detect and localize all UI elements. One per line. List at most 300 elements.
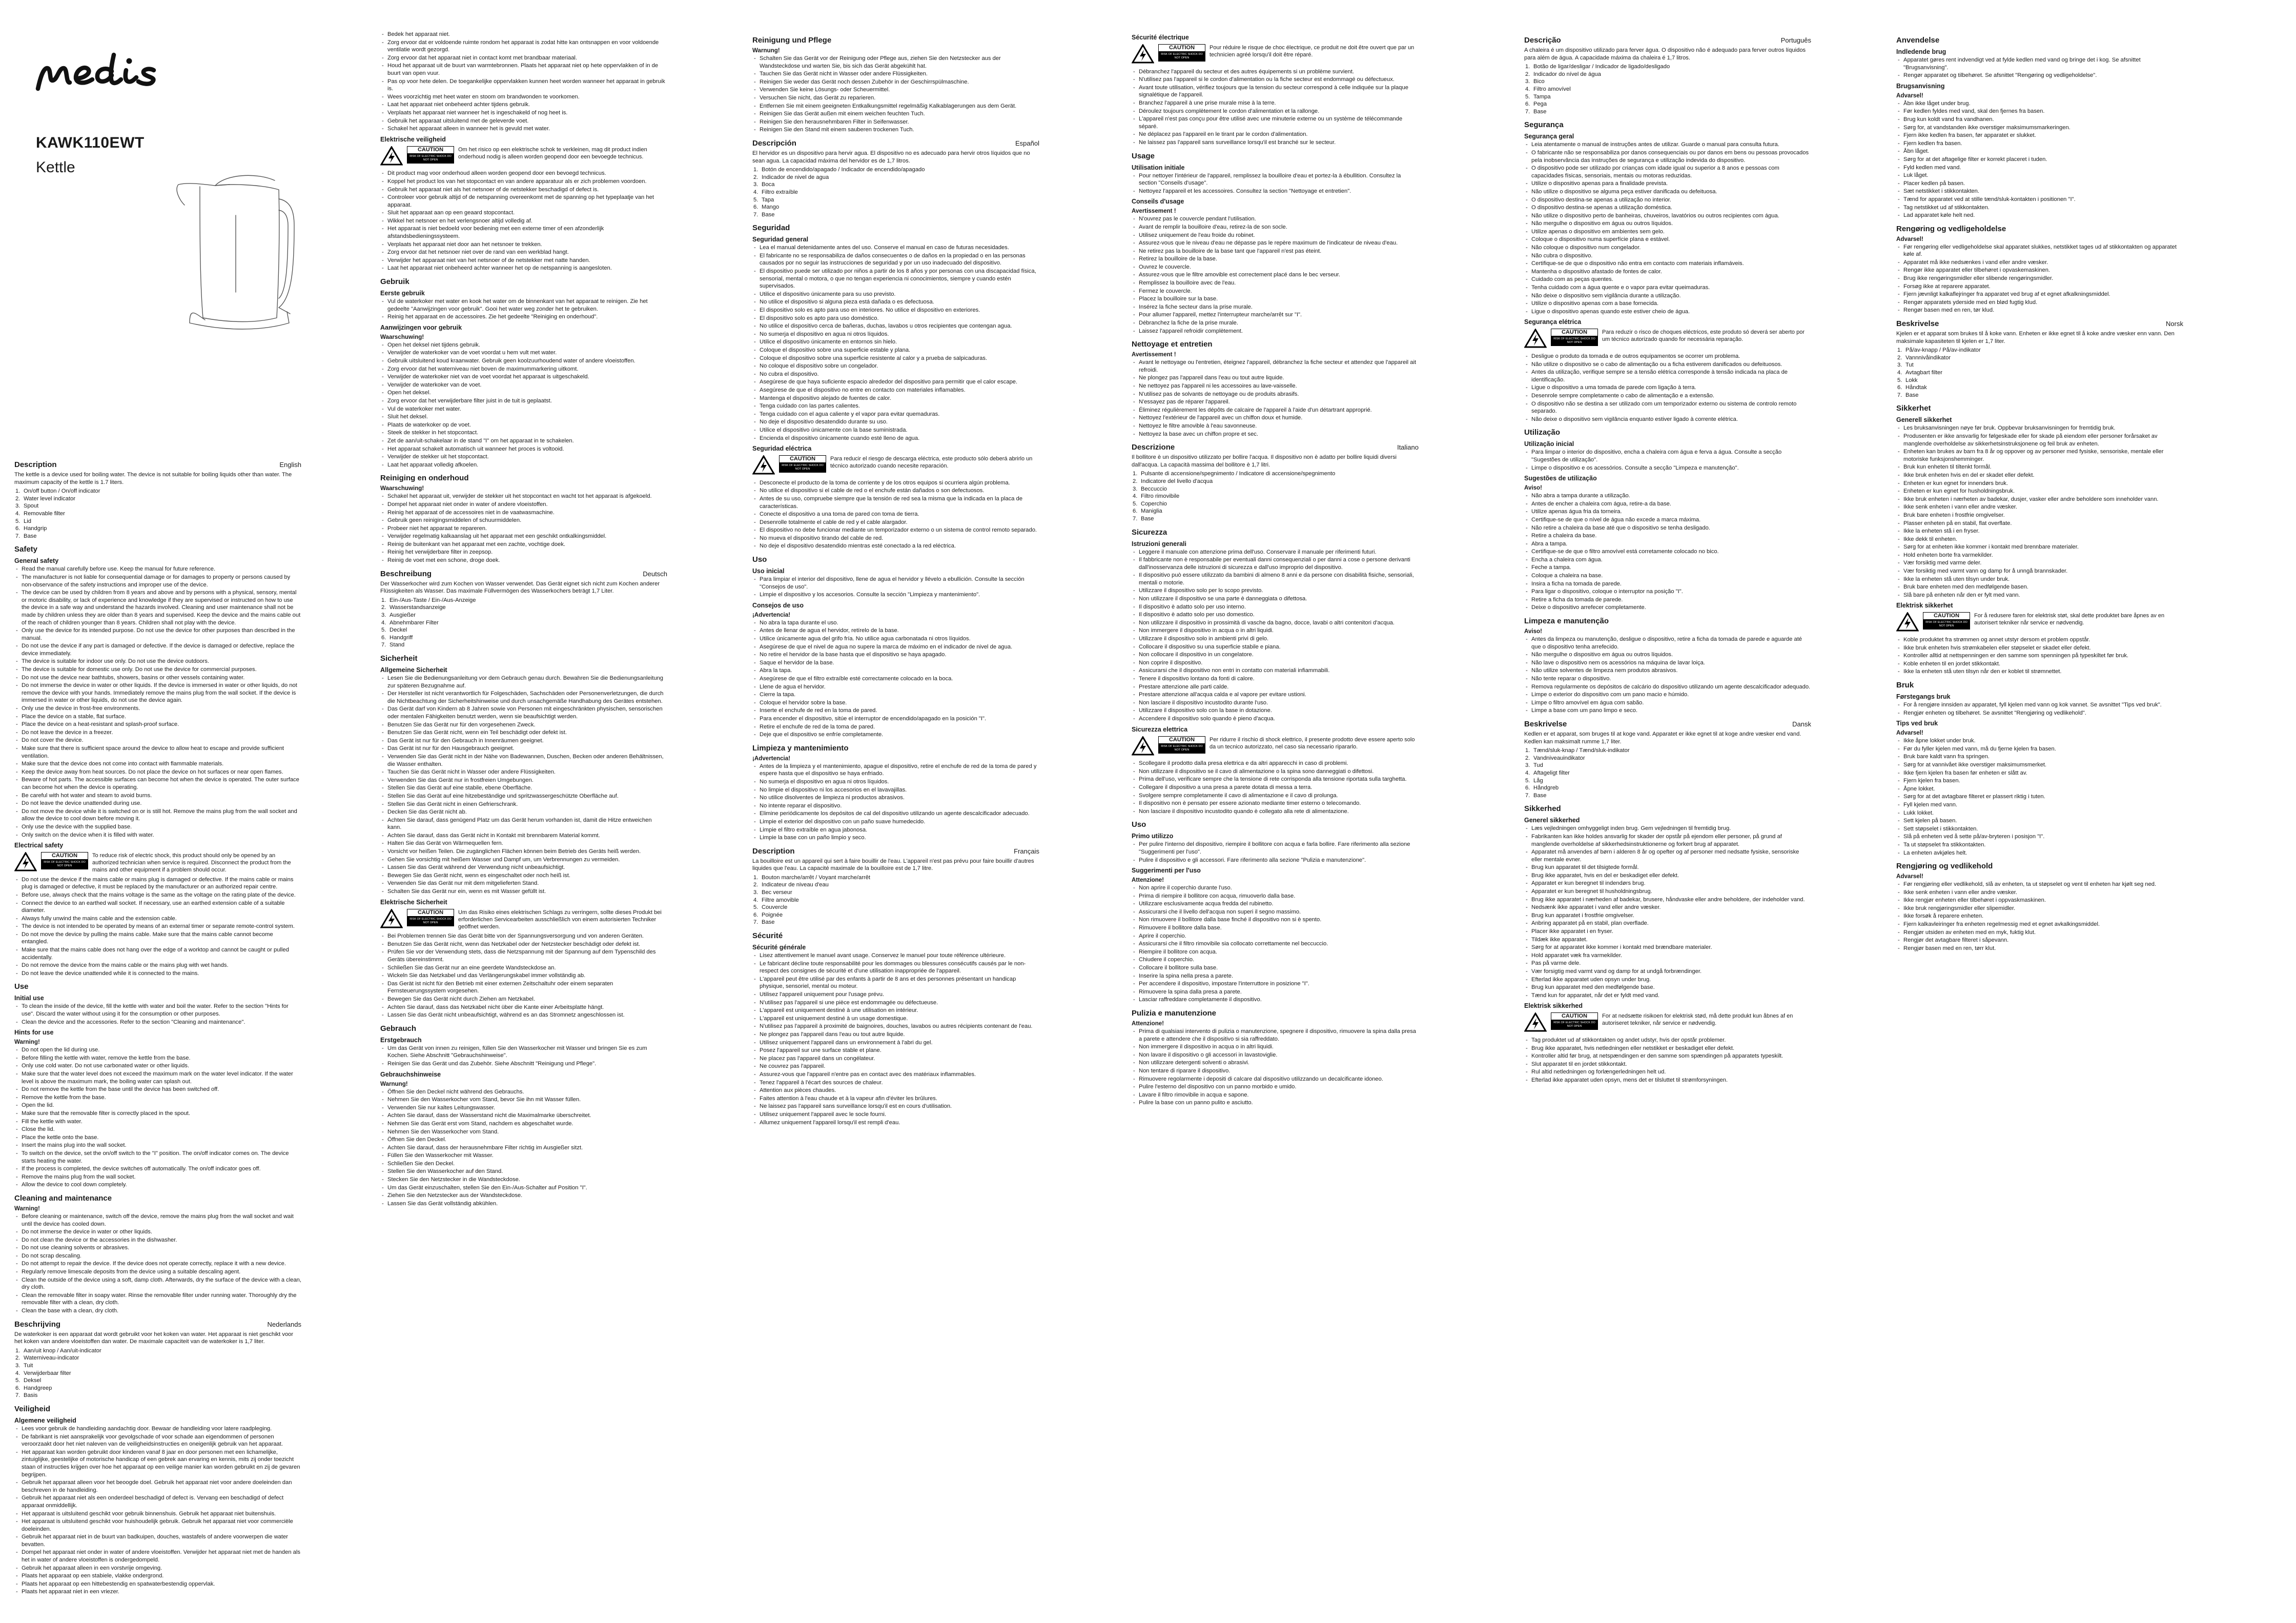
caution-block xyxy=(1896,612,2183,634)
bullet-item: - Koppel het product los van het stopcontact en van andere apparatuur als er zich problemen voordoen. xyxy=(380,178,667,186)
bullet-item: - Stellen Sie das Gerät nicht in einen Gefrierschrank. xyxy=(380,801,667,808)
bullet-item: - Før du fyller kjelen med vann, må du fjerne kjelen fra basen. xyxy=(1896,745,2183,753)
bullet-item: - Coloque el dispositivo sobre una superficie estable y plana. xyxy=(752,347,1039,354)
bullet-item: - Branchez l'appareil à une prise murale mise à la terre. xyxy=(1132,99,1419,107)
bullet-item: - Laissez l'appareil refroidir complètement. xyxy=(1132,328,1419,335)
bullet-item: - Saque el hervidor de la base. xyxy=(752,659,1039,667)
warning-heading: ¡Advertencia! xyxy=(752,611,791,618)
bullet-item: - Only use the device with the supplied base. xyxy=(14,823,301,831)
item-number: 7. xyxy=(753,211,758,218)
bullet-item: - Fill the kettle with water. xyxy=(14,1118,301,1126)
bullet-item: - Tenga cuidado con las partes calientes. xyxy=(752,402,1039,410)
bullet-item: - Brug kun koldt vand fra vandhanen. xyxy=(1896,116,2183,124)
bullet-item: - Reinigen Sie den Stand mit einem sauberen trockenen Tuch. xyxy=(752,126,1039,134)
bullet-item: - Plaats het apparaat op een stabiele, vlakke ondergrond. xyxy=(14,1572,301,1580)
bullet-item: - The device is suitable for indoor use only. Do not use the device outdoors. xyxy=(14,658,301,665)
item-label: Håndtak xyxy=(1905,384,1927,391)
bullet-item: - Connect the device to an earthed wall socket. If necessary, use an earthed extension cable of a suitable diameter. xyxy=(14,900,301,915)
bullet-item: - Do not cover the device. xyxy=(14,737,301,744)
section-title: Description xyxy=(752,846,795,856)
bullet-item: - Do not use the device if the mains cable or mains plug is damaged or defective. If the mains cable or mains plug is damaged or defective, it must be replaced by the manufacturer or an authorized repair centre. xyxy=(14,876,301,891)
bullet-item: - Clean the removable filter in soapy water. Rinse the removable filter under running water. Thoroughly dry the removable filter with a clean, dry cloth. xyxy=(14,1292,301,1307)
bullet-item: - Ne plongez pas l'appareil dans l'eau ou tout autre liquide. xyxy=(1132,374,1419,382)
item-label: Stand xyxy=(389,642,405,648)
item-label: Maniglia xyxy=(1141,508,1162,515)
bullet-item: - Placer ikke apparatet i en fryser. xyxy=(1524,928,1811,936)
caution-subtext: RISK OF ELECTRIC SHOCK DO NOT OPEN xyxy=(779,463,826,473)
section-heading xyxy=(1524,804,1811,814)
bullet-item: - Benutzen Sie das Gerät nicht, wenn ein Teil beschädigt oder defekt ist. xyxy=(380,729,667,737)
section-title: Beschreibung xyxy=(380,569,432,578)
bullet-item: - No intente reparar el dispositivo. xyxy=(752,802,1039,810)
item-number: 3. xyxy=(1897,362,1902,369)
parts-list-item xyxy=(752,904,1039,911)
subsection-heading: Segurança geral xyxy=(1524,133,1574,140)
bullet-item: - Mantenga el dispositivo alejado de fuentes de calor. xyxy=(752,395,1039,402)
bullet-item: - Forsøg ikke at reparere apparatet. xyxy=(1896,283,2183,291)
bullet-item: - Het apparaat schakelt automatisch uit wanneer het proces is voltooid. xyxy=(380,445,667,453)
subsection-heading: Algemene veiligheid xyxy=(14,1416,76,1424)
bullet-item: - Tauchen Sie das Gerät nicht in Wasser oder andere Flüssigkeiten. xyxy=(380,768,667,776)
bullet-item: - Éliminez régulièrement les dépôts de calcaire de l'appareil à l'aide d'un détartrant approprié. xyxy=(1132,407,1419,414)
language-label: Dansk xyxy=(1792,720,1811,728)
bullet-item: - Only switch on the device when it is filled with water. xyxy=(14,831,301,839)
bullet-item: - Laat het apparaat volledig afkoelen. xyxy=(380,461,667,469)
bullet-item: - Sørg for, at vandstanden ikke overstiger maksimumsmarkeringen. xyxy=(1896,124,2183,132)
item-number: 3. xyxy=(753,889,758,896)
item-number: 2. xyxy=(1525,755,1530,761)
parts-list-item xyxy=(1524,784,1811,792)
warning-heading: Warning! xyxy=(14,1039,40,1046)
bullet-item: - No abra la tapa durante el uso. xyxy=(752,619,1039,627)
bullet-item: - Vær forsiktig med varmt vann og damp for å unngå brannskader. xyxy=(1896,567,2183,575)
bullet-item: - Het apparaat kan worden gebruikt door kinderen vanaf 8 jaar en door personen met een lichamelijke, zintuiglijke, geestelijke of motorische handicap of een gebrek aan ervaring en kennis, mits zij onder toezicht staan of instructies krijgen over hoe het apparaat op een veilige manier kan worden gebruikt en zij de gevaren begrijpen. xyxy=(14,1449,301,1478)
caution-text: For å redusere faren for elektrisk støt, skal dette produktet bare åpnes av en autorisert tekniker når service er nødvendig. xyxy=(1974,613,2165,626)
bullet-item: - Tag netstikket ud af stikkontakten. xyxy=(1896,204,2183,212)
item-label: Indicador de nivel de agua xyxy=(762,174,829,180)
bullet-item: - Make sure that there is sufficient space around the device to allow heat to escape and provide sufficient ventilation. xyxy=(14,745,301,760)
section-title: Beskrivelse xyxy=(1896,319,1939,329)
bullet-item: - N'essayez pas de réparer l'appareil. xyxy=(1132,398,1419,406)
bullet-item: - Certifique-se de que o dispositivo não entra em contacto com materiais inflamáveis. xyxy=(1524,260,1811,268)
bullet-item: - El dispositivo solo es apto para uso doméstico. xyxy=(752,315,1039,322)
item-label: Base xyxy=(1533,792,1547,799)
bullet-item: - Não cubra o dispositivo. xyxy=(1524,252,1811,260)
item-number: 4. xyxy=(753,897,758,903)
item-number: 5. xyxy=(381,627,386,634)
caution-text: Para reducir el riesgo de descarga eléctrica, este producto sólo deberá abrirlo un técnico autorizado cuando necesite reparación. xyxy=(830,456,1033,470)
bullet-item: - Il dispositivo è adatto solo per uso domestico. xyxy=(1132,611,1419,619)
bullet-item: - Não abra a tampa durante a utilização. xyxy=(1524,492,1811,500)
bullet-item: - Ikke fjern kjelen fra basen før enheten er slått av. xyxy=(1896,769,2183,777)
bullet-item: - Ikke rengjør enheten eller tilbehøret i oppvaskmaskinen. xyxy=(1896,897,2183,904)
bullet-item: - Inserire la spina nella presa a parete. xyxy=(1132,972,1419,980)
bullet-item: - Bruk bare enheten med den medfølgende basen. xyxy=(1896,583,2183,591)
bullet-item: - Não lave o dispositivo nem os acessórios na máquina de lavar loiça. xyxy=(1524,659,1811,667)
bullet-item: - Brug ikke apparatet, hvis netledningen eller netstikket er beskadiget eller defekt. xyxy=(1524,1045,1811,1052)
parts-list-item xyxy=(752,174,1039,181)
parts-list-item xyxy=(1896,354,2183,362)
section-heading xyxy=(752,744,1039,753)
caution-label xyxy=(1158,44,1205,62)
section-title: Safety xyxy=(14,545,38,554)
language-label: Português xyxy=(1780,36,1811,44)
section-title: Cleaning and maintenance xyxy=(14,1193,112,1203)
bullet-item: - L'appareil peut être utilisé par des enfants à partir de 8 ans et des personnes présentant un handicap physique, sensoriel, mental ou moteur. xyxy=(752,976,1039,990)
item-label: Poignée xyxy=(762,911,783,918)
bullet-item: - Insert the mains plug into the wall socket. xyxy=(14,1142,301,1149)
bullet-item: - Certifique-se de que o nível de água não excede a marca máxima. xyxy=(1524,516,1811,524)
bullet-item: - Feche a tampa. xyxy=(1524,564,1811,572)
item-number: 5. xyxy=(753,904,758,911)
bullet-item: - Dit product mag voor onderhoud alleen worden geopend door een bevoegd technicus. xyxy=(380,170,667,177)
bullet-item: - Füllen Sie den Wasserkocher mit Wasser. xyxy=(380,1152,667,1160)
bullet-item: - Åbn låget. xyxy=(1896,148,2183,155)
section-heading xyxy=(752,224,1039,233)
item-number: 6. xyxy=(1525,101,1530,108)
warning-heading: ¡Advertencia! xyxy=(752,755,791,762)
parts-list-item xyxy=(380,626,667,634)
item-number: 1. xyxy=(381,597,386,603)
bullet-item: - Versuchen Sie nicht, das Gerät zu reparieren. xyxy=(752,94,1039,102)
bullet-item: - Non lavare il dispositivo o gli accessori in lavastoviglie. xyxy=(1132,1051,1419,1059)
bullet-item: - Before use, always check that the mains voltage is the same as the voltage on the rating plate of the device. xyxy=(14,891,301,899)
bullet-item: - Bruk kun enheten til tiltenkt formål. xyxy=(1896,463,2183,471)
item-label: På/av-knapp / På/av-indikator xyxy=(1905,347,1981,354)
bullet-item: - N'utilisez pas l'appareil à proximité de baignoires, douches, lavabos ou autres récipients contenant de l'eau. xyxy=(752,1023,1039,1030)
bullet-item: - Nehmen Sie den Wasserkocher vom Stand, bevor Sie ihn mit Wasser füllen. xyxy=(380,1096,667,1104)
bullet-item: - Non utilizzare il dispositivo in prossimità di vasche da bagno, docce, lavabi o altri contenitori d'acqua. xyxy=(1132,619,1419,627)
item-number: 3. xyxy=(381,612,386,619)
bullet-item: - L'appareil n'est pas conçu pour être utilisé avec une minuterie externe ou un système de télécommande séparé. xyxy=(1132,115,1419,130)
bullet-item: - Før rengjøring eller vedlikehold, slå av enheten, ta ut støpselet og vent til enheten har kjølt seg ned. xyxy=(1896,881,2183,888)
bullet-item: - Decken Sie das Gerät nicht ab. xyxy=(380,808,667,816)
subsection-heading: Segurança elétrica xyxy=(1524,318,1582,326)
parts-list-item xyxy=(14,518,301,525)
bullet-item: - Utilizzare esclusivamente acqua fredda del rubinetto. xyxy=(1132,900,1419,908)
parts-list-item xyxy=(14,1377,301,1385)
bullet-item: - Utilizzare il dispositivo solo per lo scopo previsto. xyxy=(1132,587,1419,595)
bullet-item: - Prima di riempire il bollitore con acqua, rimuoverlo dalla base. xyxy=(1132,892,1419,900)
bullet-item: - Utilisez uniquement de l'eau froide du robinet. xyxy=(1132,232,1419,239)
bullet-item: - Close the lid. xyxy=(14,1126,301,1133)
item-label: Ausgießer xyxy=(389,612,416,619)
parts-list-item xyxy=(1896,377,2183,384)
item-label: Pega xyxy=(1533,101,1547,108)
bullet-item: - Encha a chaleira com água. xyxy=(1524,556,1811,564)
bullet-item: - Slå bare på enheten når den er fylt med vann. xyxy=(1896,592,2183,599)
caution-text: For at nedsætte risikoen for elektrisk stød, må dette produkt kun åbnes af en autoriseret tekniker, når service er nødvendig. xyxy=(1602,1013,1793,1027)
bullet-item: - Achten Sie darauf, dass das Netzkabel nicht über die Kante einer Arbeitsplatte hängt. xyxy=(380,1004,667,1011)
bullet-item: - N'utilisez pas de solvants de nettoyage ou de produits abrasifs. xyxy=(1132,391,1419,398)
bullet-item: - Clean the base with a clean, dry cloth. xyxy=(14,1307,301,1315)
item-label: Avtagbart filter xyxy=(1905,370,1942,376)
bullet-item: - Vul de waterkoker met water. xyxy=(380,405,667,413)
bullet-item: - Prima di qualsiasi intervento di pulizia o manutenzione, spegnere il dispositivo, rimuovere la spina dalla presa a parete e attendere che il dispositivo si sia raffreddato. xyxy=(1132,1028,1419,1043)
bullet-item: - Utilize o dispositivo apenas para a finalidade prevista. xyxy=(1524,180,1811,188)
bullet-item: - Åbn ikke låget under brug. xyxy=(1896,100,2183,108)
parts-list-item xyxy=(1132,508,1419,515)
caution-title: CAUTION xyxy=(407,909,454,917)
bullet-item: - Antes de llenar de agua el hervidor, retírelo de la base. xyxy=(752,627,1039,635)
item-label: Coperchio xyxy=(1141,500,1167,507)
bullet-item: - Do not move the device while it is switched on or is still hot. Remove the mains plug from the wall socket and allow the device to cool down before moving it. xyxy=(14,808,301,823)
subsection-heading: Istruzioni generali xyxy=(1132,540,1186,547)
item-number: 7. xyxy=(15,1392,20,1399)
bullet-item: - Ikke la enheten stå uten tilsyn når den er koblet til strømnettet. xyxy=(1896,668,2183,676)
caution-title: CAUTION xyxy=(779,455,826,463)
caution-block xyxy=(1524,329,1811,351)
item-label: Handgriff xyxy=(389,634,413,641)
bullet-item: - Het apparaat is uitsluitend geschikt voor huishoudelijk gebruik. Gebruik het apparaat niet voor commerciële doeleinden. xyxy=(14,1518,301,1533)
section-heading xyxy=(1896,225,2183,234)
section-heading xyxy=(14,1320,301,1329)
bullet-item: - Wees voorzichtig met heet water en stoom om brandwonden te voorkomen. xyxy=(380,93,667,101)
item-label: Wasserstandsanzeige xyxy=(389,604,446,611)
bullet-item: - Coloque el dispositivo sobre una superficie resistente al calor y a prueba de salpicaduras. xyxy=(752,355,1039,362)
bullet-item: - Dompel het apparaat niet onder in water of andere vloeistoffen. xyxy=(380,501,667,509)
section-heading xyxy=(14,1405,301,1414)
parts-list-item xyxy=(1896,369,2183,377)
bullet-item: - Öffnen Sie den Deckel nicht während des Gebrauchs. xyxy=(380,1088,667,1096)
item-number: 1. xyxy=(1525,64,1530,70)
item-number: 6. xyxy=(381,634,386,641)
item-label: Tapa xyxy=(762,196,774,203)
bullet-item: - Pas op voor hete delen. De toegankelijke oppervlakken kunnen heet worden wanneer het apparaat in gebruik is. xyxy=(380,78,667,93)
caution-label xyxy=(779,455,826,473)
bullet-item: - Fyld kedlen med vand. xyxy=(1896,164,2183,172)
caution-label xyxy=(1158,736,1205,754)
paragraph: De waterkoker is een apparaat dat wordt gebruikt voor het koken van water. Het apparaat is niet geschikt voor het koken van andere vloeistoffen dan water. De maximale capaciteit van de waterkoker is 1,7 liter. xyxy=(14,1331,294,1345)
bullet-item: - Limpe o exterior do dispositivo com um pano macio e húmido. xyxy=(1524,691,1811,699)
bullet-item: - Chiudere il coperchio. xyxy=(1132,956,1419,964)
subsection-heading: Suggerimenti per l'uso xyxy=(1132,867,1201,875)
bullet-item: - O fabricante não se responsabiliza por danos consequenciais ou por danos em bens ou pessoas provocados pela inobservância das instruções de segurança e utilização indevida do dispositivo. xyxy=(1524,149,1811,164)
item-number: 2. xyxy=(1525,71,1530,77)
parts-list-item xyxy=(380,612,667,619)
nedis-logo xyxy=(35,49,194,103)
bullet-item: - Gebruik geen reinigingsmiddelen of schuurmiddelen. xyxy=(380,517,667,524)
subsection-heading: Uso inicial xyxy=(752,567,785,575)
parts-list-item xyxy=(1896,361,2183,369)
bullet-item: - Remove the kettle from the base. xyxy=(14,1094,301,1102)
bullet-item: - Always fully unwind the mains cable and the extension cable. xyxy=(14,915,301,923)
bullet-item: - Sørg for at enheten ikke kommer i kontakt med brennbare materialer. xyxy=(1896,543,2183,551)
bullet-item: - The device is suitable for domestic use only. Do not use the device for commercial purposes. xyxy=(14,666,301,674)
item-number: 4. xyxy=(753,189,758,195)
caution-label xyxy=(1551,1012,1598,1030)
item-label: Tud xyxy=(1533,762,1543,769)
parts-list-item xyxy=(1524,792,1811,800)
bullet-item: - Make sure that the device does not come into contact with flammable materials. xyxy=(14,760,301,768)
bullet-item: - Do not leave the device unattended during use. xyxy=(14,800,301,807)
section-heading xyxy=(380,654,667,663)
bullet-item: - Zorg ervoor dat het apparaat niet in contact komt met brandbaar materiaal. xyxy=(380,54,667,62)
bullet-item: - Do not attempt to repair the device. If the device does not operate correctly, replace it with a new device. xyxy=(14,1260,301,1268)
section-title: Sicherheit xyxy=(380,654,418,663)
parts-list-item xyxy=(1524,63,1811,71)
section-heading xyxy=(14,982,301,991)
bullet-item: - Rengjør utsiden av enheten med en myk, fuktig klut. xyxy=(1896,929,2183,937)
parts-list-item xyxy=(14,1385,301,1392)
bullet-item: - Desligue o produto da tomada e de outros equipamentos se ocorrer um problema. xyxy=(1524,353,1811,360)
bullet-item: - Clean the outside of the device using a soft, damp cloth. Afterwards, dry the surface of the device with a clean, dry cloth. xyxy=(14,1276,301,1291)
bullet-item: - Retire a ficha da tomada de parede. xyxy=(1524,596,1811,604)
item-label: Filtro amovível xyxy=(1533,86,1571,92)
bullet-item: - Utilize apenas o dispositivo em ambientes sem gelo. xyxy=(1524,228,1811,236)
subsection-heading: Elektrische veiligheid xyxy=(380,135,446,143)
subsection-heading: Eerste gebruik xyxy=(380,290,425,297)
bullet-item: - Das Gerät ist nur für den Gebrauch in Innenräumen geeignet. xyxy=(380,737,667,745)
bullet-item: - Antes de la limpieza y el mantenimiento, apague el dispositivo, retire el enchufe de red de la toma de pared y espere hasta que el dispositivo se haya enfriado. xyxy=(752,763,1039,778)
bullet-item: - Halten Sie das Gerät von Wärmequellen fern. xyxy=(380,840,667,847)
bullet-item: - Sæt netstikket i stikkontakten. xyxy=(1896,188,2183,195)
item-label: Base xyxy=(762,919,775,926)
bullet-item: - Tænd for apparatet ved at stille tænd/sluk-kontakten i positionen "I". xyxy=(1896,196,2183,204)
bullet-item: - Fjern kjelen fra basen. xyxy=(1896,777,2183,785)
parts-list-item xyxy=(1132,515,1419,523)
parts-list-item xyxy=(1896,347,2183,354)
bullet-item: - Tenez l'appareil à l'écart des sources de chaleur. xyxy=(752,1079,1039,1087)
bullet-item: - Bedek het apparaat niet. xyxy=(380,31,667,38)
bullet-item: - Insérez la fiche secteur dans la prise murale. xyxy=(1132,303,1419,311)
bullet-item: - Laat het apparaat niet onbeheerd achter wanneer het op de netspanning is aangesloten. xyxy=(380,265,667,272)
item-number: 3. xyxy=(15,1363,20,1369)
bullet-item: - Nehmen Sie das Gerät erst vom Stand, nachdem es abgeschaltet wurde. xyxy=(380,1120,667,1128)
subsection-heading: Primo utilizzo xyxy=(1132,833,1174,840)
item-label: Abnehmbarer Filter xyxy=(389,619,439,626)
bullet-item: - Probeer niet het apparaat te repareren. xyxy=(380,525,667,533)
section-title: Descrizione xyxy=(1132,443,1175,452)
bullet-item: - Das Gerät ist nicht für den Betrieb mit einer externen Zeitschaltuhr oder einem separaten Fernsteuerungssystem vorgesehen. xyxy=(380,980,667,995)
bullet-item: - Il fabbricante non è responsabile per eventuali danni consequenziali o per danni a cose o persone derivanti dall'inosservanza delle istruzioni di sicurezza e dall'uso improprio del dispositivo. xyxy=(1132,556,1419,571)
parts-list-item xyxy=(380,597,667,604)
item-label: Aan/uit knop / Aan/uit-indicator xyxy=(24,1347,101,1354)
bullet-item: - Abra la tapa. xyxy=(752,667,1039,675)
column-2 xyxy=(380,31,667,1599)
parts-list-item xyxy=(14,533,301,540)
item-label: Tænd/sluk-knap / Tænd/sluk-indikator xyxy=(1533,747,1630,754)
electric-warning-icon xyxy=(14,852,37,874)
bullet-item: - Cierre la tapa. xyxy=(752,691,1039,699)
caution-label xyxy=(41,852,88,869)
bullet-item: - Non collocare il dispositivo in un congelatore. xyxy=(1132,651,1419,659)
subsection-heading: Sécurité électrique xyxy=(1132,34,1189,41)
column-6 xyxy=(1896,31,2183,1599)
item-number: 1. xyxy=(1133,471,1138,477)
bullet-item: - Non tentare di riparare il dispositivo. xyxy=(1132,1067,1419,1075)
bullet-item: - Não tente reparar o dispositivo. xyxy=(1524,675,1811,683)
bullet-item: - Læs vejledningen omhyggeligt inden brug. Gem vejledningen til fremtidig brug. xyxy=(1524,825,1811,833)
bullet-item: - Assicurarsi che il livello dell'acqua non superi il segno massimo. xyxy=(1132,908,1419,916)
subsection-heading: Generell sikkerhet xyxy=(1896,416,1952,424)
section-heading xyxy=(1132,340,1419,349)
section-title: Reinigung und Pflege xyxy=(752,36,832,45)
bullet-item: - Faites attention à l'eau chaude et à la vapeur afin d'éviter les brûlures. xyxy=(752,1095,1039,1103)
bullet-item: - Ligue o dispositivo apenas quando este estiver cheio de água. xyxy=(1524,308,1811,316)
section-title: Rengjøring og vedlikehold xyxy=(1896,862,1993,871)
bullet-item: - Remplissez la bouilloire avec de l'eau. xyxy=(1132,279,1419,287)
section-title: Anvendelse xyxy=(1896,36,1940,45)
bullet-item: - Bewegen Sie das Gerät nicht, wenn es eingeschaltet oder noch heiß ist. xyxy=(380,872,667,880)
bullet-item: - N'ouvrez pas le couvercle pendant l'utilisation. xyxy=(1132,215,1419,223)
bullet-item: - Lisez attentivement le manuel avant usage. Conservez le manuel pour toute référence ultérieure. xyxy=(752,952,1039,960)
item-number: 1. xyxy=(15,1347,20,1354)
bullet-item: - Déroulez toujours complètement le cordon d'alimentation et la rallonge. xyxy=(1132,108,1419,115)
bullet-item: - Ouvrez le couvercle. xyxy=(1132,263,1419,271)
item-label: Håndgreb xyxy=(1533,785,1559,792)
bullet-item: - Abra a tampa. xyxy=(1524,540,1811,548)
subsection-heading: Elektrisk sikkerhet xyxy=(1896,602,1953,610)
bullet-item: - Lassen Sie das Gerät nicht unbeaufsichtigt, während es an das Stromnetz angeschlossen ist. xyxy=(380,1011,667,1019)
bullet-item: - Sørg for at vannivået ikke overstiger maksimumsmerket. xyxy=(1896,761,2183,769)
caution-title: CAUTION xyxy=(1923,612,1970,620)
bullet-item: - Não utilize o dispositivo perto de banheiras, chuveiros, lavatórios ou outros recipientes com água. xyxy=(1524,212,1811,220)
bullet-item: - Apparatet er kun beregnet til indendørs brug. xyxy=(1524,880,1811,887)
item-number: 5. xyxy=(1133,500,1138,507)
bullet-item: - Zorg ervoor dat het netsnoer niet over de rand van een werkblad hangt. xyxy=(380,249,667,256)
bullet-item: - Per pulire l'interno del dispositivo, riempire il bollitore con acqua e farla bollire. Fare riferimento alla sezione "Suggerimenti per l'uso". xyxy=(1132,841,1419,856)
item-label: Base xyxy=(1905,392,1919,398)
item-number: 1. xyxy=(753,167,758,173)
bullet-item: - Ne couvrez pas l'appareil. xyxy=(752,1063,1039,1070)
item-label: Indicateur de niveau d'eau xyxy=(762,882,829,888)
bullet-item: - O dispositivo destina-se apenas a utilização doméstica. xyxy=(1524,204,1811,212)
bullet-item: - Prestare attenzione all'acqua calda e al vapore per evitare ustioni. xyxy=(1132,691,1419,699)
bullet-item: - El fabricante no se responsabiliza de daños consecuentes o de daños en la propiedad o en las personas causados por no seguir las instrucciones de seguridad y por un uso inadecuado del dispositivo. xyxy=(752,252,1039,267)
bullet-item: - Tag produktet ud af stikkontakten og andet udstyr, hvis der opstår problemer. xyxy=(1524,1037,1811,1044)
subsection-heading: Consejos de uso xyxy=(752,601,804,609)
item-label: Lokk xyxy=(1905,377,1918,383)
bullet-item: - Ikke la enheten stå i en fryser. xyxy=(1896,528,2183,535)
electric-warning-icon xyxy=(1524,329,1547,351)
caution-subtext: RISK OF ELECTRIC SHOCK DO NOT OPEN xyxy=(41,860,88,869)
bullet-item: - Reinig het verwijderbare filter in zeepsop. xyxy=(380,549,667,556)
parts-list-item xyxy=(752,889,1039,897)
bullet-item: - Le fabricant décline toute responsabilité pour les dommages ou blessures consécutifs causés par le non-respect des consignes de sécurité et d'une utilisation inappropriée de l'appareil. xyxy=(752,960,1039,975)
item-label: Tuit xyxy=(24,1363,33,1369)
bullet-item: - Riempire il bollitore con acqua. xyxy=(1132,948,1419,956)
bullet-item: - Do not move the device by pulling the mains cable. Make sure that the mains cable cannot become entangled. xyxy=(14,931,301,946)
bullet-item: - Asegúrese de que el nivel de agua no supere la marca de máximo en el indicador de nivel de agua. xyxy=(752,643,1039,651)
caution-text: To reduce risk of electric shock, this product should only be opened by an authorized technician when service is required. Disconnect the product from the mains and other equipment if a problem should occur. xyxy=(92,853,291,874)
item-label: Couvercle xyxy=(762,904,788,911)
section-title: Gebruik xyxy=(380,277,409,287)
bullet-item: - Tenga cuidado con el agua caliente y el vapor para evitar quemaduras. xyxy=(752,411,1039,418)
item-number: 6. xyxy=(15,1385,20,1391)
caution-title: CAUTION xyxy=(1158,736,1205,744)
bullet-item: - Certifique-se de que o filtro amovível está corretamente colocado no bico. xyxy=(1524,548,1811,556)
section-heading xyxy=(1524,36,1811,45)
bullet-item: - Limpe o filtro amovível em água com sabão. xyxy=(1524,699,1811,707)
item-label: Removable filter xyxy=(24,510,65,517)
caution-subtext: RISK OF ELECTRIC SHOCK DO NOT OPEN xyxy=(1158,744,1205,754)
bullet-item: - Verwijder de waterkoker van de voet voordat u hem vult met water. xyxy=(380,349,667,357)
subsection-heading: Sécurité générale xyxy=(752,944,806,951)
bullet-item: - Fermez le couvercle. xyxy=(1132,288,1419,295)
model-number: KAWK110EWT xyxy=(36,134,145,151)
bullet-item: - Gebruik het apparaat uitsluitend met de geleverde voet. xyxy=(380,117,667,125)
paragraph: Il bollitore è un dispositivo utilizzato per bollire l'acqua. Il dispositivo non è adatto per bollire liquidi diversi dall'acqua. La capacità massima del bollitore è 1,7 litri. xyxy=(1132,454,1397,468)
bullet-item: - Schließen Sie das Gerät nur an eine geerdete Wandsteckdose an. xyxy=(380,964,667,972)
bullet-item: - Vul de waterkoker met water en kook het water om de binnenkant van het apparaat te reinigen. Zie het gedeelte "Aanwijzingen voor gebruik". Gooi het water weg zonder het te gebruiken. xyxy=(380,298,667,313)
bullet-item: - Enheten er kun egnet for husholdningsbruk. xyxy=(1896,488,2183,495)
bullet-item: - Limpie el exterior del dispositivo con un paño suave humedecido. xyxy=(752,818,1039,826)
bullet-item: - Verwijder de stekker uit het stopcontact. xyxy=(380,453,667,461)
bullet-item: - Desconecte el producto de la toma de corriente y de los otros equipos si ocurriera algún problema. xyxy=(752,479,1039,487)
bullet-item: - Não coloque o dispositivo num congelador. xyxy=(1524,244,1811,252)
warning-heading: Aviso! xyxy=(1524,628,1543,635)
